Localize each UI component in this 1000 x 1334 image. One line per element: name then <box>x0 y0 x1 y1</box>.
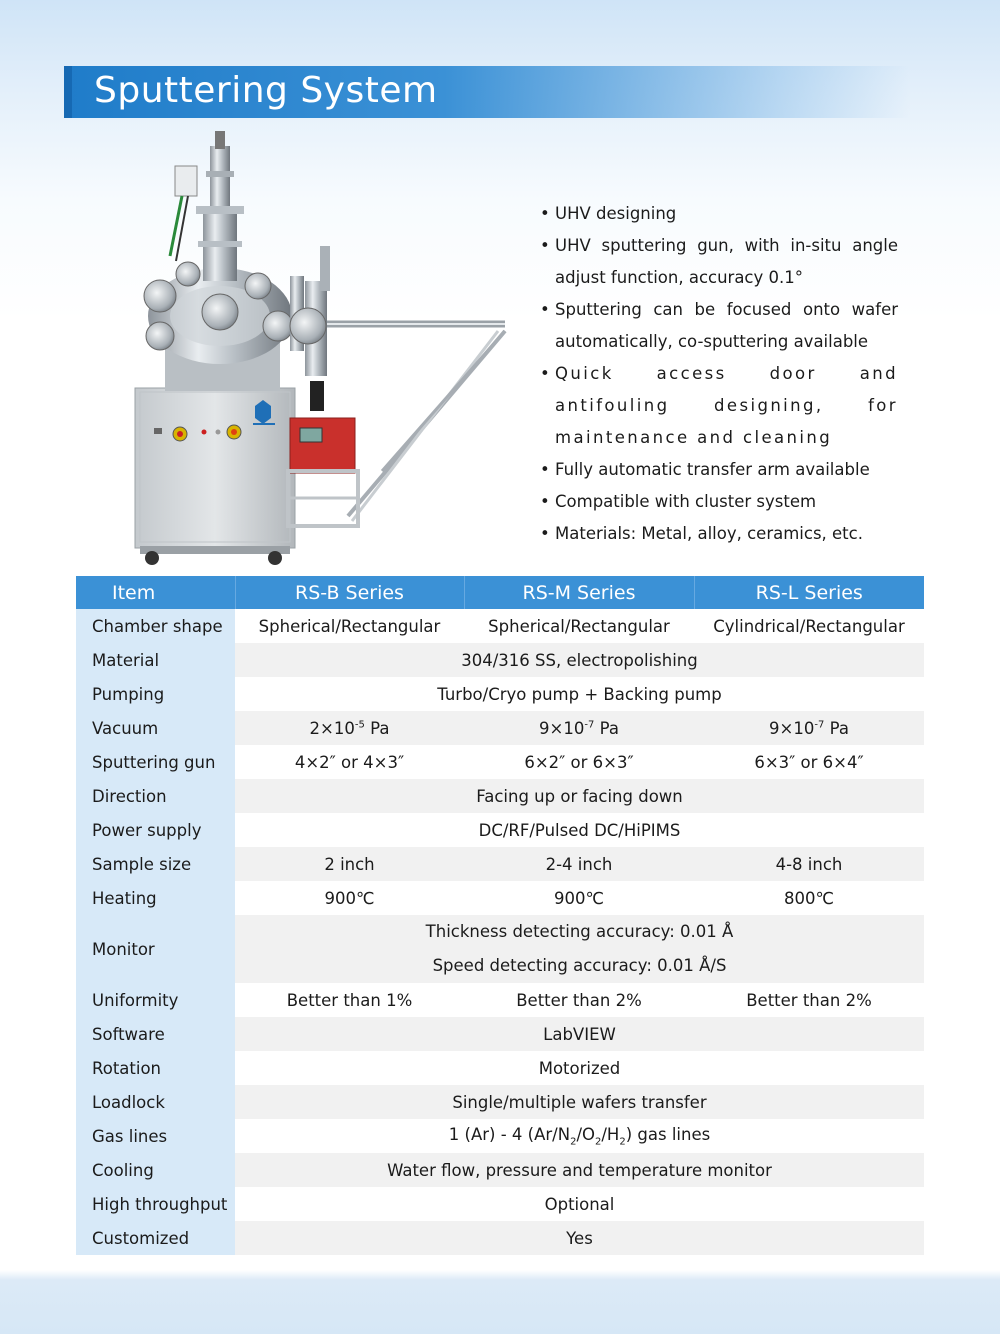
table-row <box>76 1187 924 1221</box>
table-row <box>76 1153 924 1187</box>
monitor-line: Thickness detecting accuracy: 0.01 Å <box>425 922 734 941</box>
vacuum-base: 9×10 <box>769 718 815 738</box>
column-header-rs-l: RS-L Series <box>694 576 924 609</box>
table-row <box>76 711 924 745</box>
row-label: Sample size <box>76 847 235 881</box>
feature-item: • Materials: Metal, alloy, ceramics, etc. <box>540 518 898 550</box>
cell-value: Better than 1% <box>286 990 413 1010</box>
row-label: Gas lines <box>76 1119 235 1153</box>
row-label: Software <box>76 1017 235 1051</box>
cell-value <box>694 711 924 745</box>
vacuum-base: 9×10 <box>539 718 585 738</box>
feature-list <box>540 198 898 550</box>
cell-value: Turbo/Cryo pump + Backing pump <box>437 684 722 704</box>
gas-subscript: 2 <box>619 1136 626 1148</box>
row-label: Pumping <box>76 677 235 711</box>
title-banner <box>64 66 910 118</box>
table-row <box>76 813 924 847</box>
gas-text: 1 (Ar) - 4 (Ar/N <box>448 1124 571 1144</box>
vacuum-exponent: -5 <box>354 719 365 730</box>
table-row <box>76 1085 924 1119</box>
row-label: Loadlock <box>76 1085 235 1119</box>
gas-text: /O <box>576 1124 595 1144</box>
cell-value: Water flow, pressure and temperature monitor <box>235 1153 924 1187</box>
cell-value: Cylindrical/Rectangular <box>713 616 905 636</box>
feature-item: • UHV sputtering gun, with in-situ angle adjust function, accuracy 0.1° <box>540 230 898 294</box>
cell-value: Better than 2% <box>746 990 872 1010</box>
cell-value: Yes <box>235 1221 924 1255</box>
row-label: Power supply <box>76 813 235 847</box>
cell-value: 304/316 SS, electropolishing <box>235 643 924 677</box>
row-label: Chamber shape <box>76 609 235 643</box>
vacuum-unit: Pa <box>364 718 390 738</box>
gas-text: ) gas lines <box>625 1124 711 1144</box>
table-row <box>76 915 924 983</box>
sputtering-system-photo <box>120 126 510 576</box>
title-accent-bar <box>64 66 72 118</box>
cell-value: 800℃ <box>783 888 835 908</box>
vacuum-unit: Pa <box>824 718 849 738</box>
cell-value: Optional <box>544 1194 615 1214</box>
cell-value: Spherical/Rectangular <box>258 616 441 636</box>
table-row <box>76 643 924 677</box>
row-label: Cooling <box>76 1153 235 1187</box>
cell-value: Spherical/Rectangular <box>488 616 670 636</box>
table-row <box>76 1221 924 1255</box>
table-row <box>76 847 924 881</box>
row-label: Rotation <box>76 1051 235 1085</box>
cell-value: 6×3″ or 6×4″ <box>754 752 864 772</box>
cell-value: 900℃ <box>553 888 605 908</box>
cell-value: DC/RF/Pulsed DC/HiPIMS <box>478 820 681 840</box>
vacuum-unit: Pa <box>594 718 619 738</box>
gas-text: /H <box>601 1124 620 1144</box>
table-row <box>76 1051 924 1085</box>
row-label: Customized <box>76 1221 235 1255</box>
table-row <box>76 1119 924 1153</box>
cell-value <box>235 1119 924 1153</box>
row-label: Sputtering gun <box>76 745 235 779</box>
feature-item: • Sputtering can be focused onto wafer automatically, co-sputtering available <box>540 294 898 358</box>
cell-value: 900℃ <box>324 888 375 908</box>
vacuum-exponent: -7 <box>814 719 825 730</box>
table-row <box>76 1017 924 1051</box>
column-header-rs-b: RS-B Series <box>235 576 464 609</box>
vacuum-exponent: -7 <box>584 719 595 730</box>
gas-subscript: 2 <box>595 1136 602 1148</box>
feature-item: • UHV designing <box>540 198 898 230</box>
gas-subscript: 2 <box>570 1136 577 1148</box>
cell-value: 6×2″ or 6×3″ <box>524 752 634 772</box>
cell-value: Better than 2% <box>516 990 642 1010</box>
cell-value: Motorized <box>538 1058 621 1078</box>
page-title: Sputtering System <box>94 70 438 111</box>
cell-value: Single/multiple wafers transfer <box>235 1085 924 1119</box>
cell-value: LabVIEW <box>235 1017 924 1051</box>
cell-value <box>464 711 694 745</box>
cell-value <box>235 915 924 983</box>
monitor-line: Speed detecting accuracy: 0.01 Å/S <box>432 956 727 975</box>
table-row <box>76 609 924 643</box>
cell-value: 2-4 inch <box>464 847 694 881</box>
table-header-row <box>76 576 924 609</box>
cell-value <box>235 711 464 745</box>
vacuum-base: 2×10 <box>309 718 355 738</box>
row-label: Monitor <box>76 915 235 983</box>
table-row <box>76 779 924 813</box>
specification-table <box>76 576 924 1255</box>
feature-item: • Compatible with cluster system <box>540 486 898 518</box>
cell-value: 2 inch <box>235 847 464 881</box>
cell-value: 4×2″ or 4×3″ <box>294 752 405 772</box>
row-label: Material <box>76 643 235 677</box>
feature-item: • Fully automatic transfer arm available <box>540 454 898 486</box>
table-row <box>76 677 924 711</box>
table-row <box>76 983 924 1017</box>
row-label: Heating <box>76 881 235 915</box>
column-header-rs-m: RS-M Series <box>464 576 694 609</box>
row-label: High throughput <box>76 1187 235 1221</box>
row-label: Vacuum <box>76 711 235 745</box>
feature-item: • Quick access door and antifouling designing, for maintenance and cleaning <box>540 358 898 454</box>
cell-value: 4-8 inch <box>694 847 924 881</box>
column-header-item: Item <box>76 576 235 609</box>
table-row <box>76 881 924 915</box>
cell-value: Facing up or facing down <box>235 779 924 813</box>
table-row <box>76 745 924 779</box>
row-label: Uniformity <box>76 983 235 1017</box>
row-label: Direction <box>76 779 235 813</box>
